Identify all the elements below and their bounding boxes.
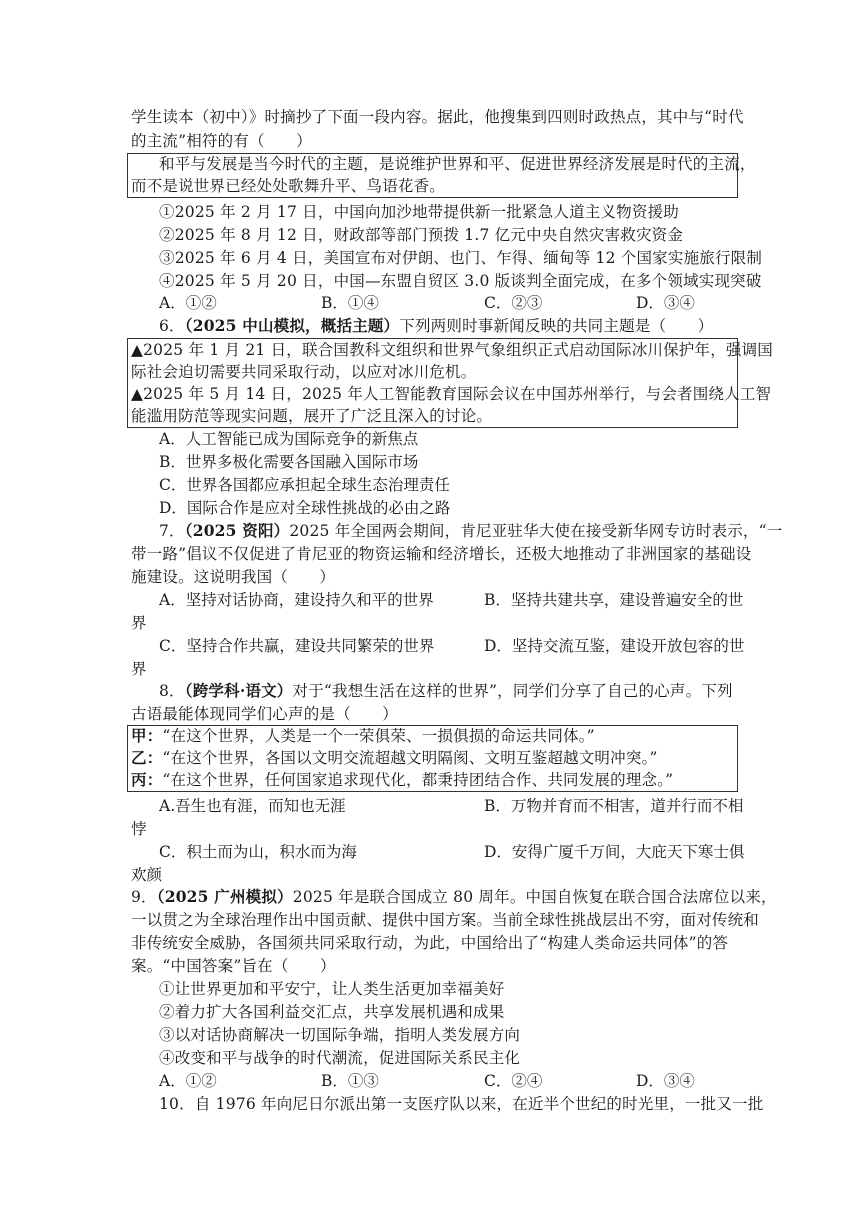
- q9-item-3: ③以对话协商解决一切国际争端，指明人类发展方向: [159, 1026, 521, 1044]
- q6-option-b[interactable]: B．世界多极化需要各国融入国际市场: [159, 453, 419, 471]
- q9-source-tag: （2025 广州模拟）: [156, 887, 293, 906]
- q7-stem-line3: 施建设。这说明我国（ ）: [131, 568, 336, 586]
- q8-option-c[interactable]: C．积土而为山，积水而为海: [159, 843, 357, 861]
- q8-quote-bing: [131, 769, 673, 791]
- q8-quote-jia: [131, 725, 595, 747]
- q7-number: 7．: [159, 522, 185, 540]
- q8-source-tag: （跨学科·语文）: [184, 681, 293, 700]
- q9-stem-line2: 一以贯之为全球治理作出中国贡献、提供中国方案。当前全球性挑战层出不穷，面对传统和: [131, 911, 760, 929]
- q9-stem-line3: 非传统安全威胁，各国须共同采取行动，为此，中国给出了“构建人类命运共同体”的答: [131, 934, 729, 952]
- q8-option-b-line2: 悖: [131, 820, 147, 838]
- q5-quote-line2: 而不是说世界已经处处歌舞升平、鸟语花香。: [131, 177, 446, 195]
- q6-news2-line1: ▲2025 年 5 月 14 日，2025 年人工智能教育国际会议在中国苏州举行，与会者围绕人工智: [131, 385, 772, 403]
- q8-quote-yi: [131, 747, 658, 769]
- q7-stem-text: 2025 年全国两会期间，肯尼亚驻华大使在接受新华网专访时表示，“一: [289, 522, 783, 540]
- q8-option-b-line1[interactable]: B．万物并育而不相害，道并行而不相: [484, 797, 744, 815]
- q5-option-b[interactable]: B．①④: [321, 294, 379, 312]
- q7-stem-line1: [159, 520, 782, 542]
- q8-jia-label: 甲：: [131, 726, 163, 745]
- q6-option-a[interactable]: A．人工智能已成为国际竞争的新焦点: [159, 430, 419, 448]
- q8-stem-text: 对于“我想生活在这样的世界”，同学们分享了自己的心声。下列: [292, 682, 733, 700]
- q8-yi-label: 乙：: [131, 748, 163, 767]
- q9-item-2: ②着力扩大各国利益交汇点，共享发展机遇和成果: [159, 1003, 505, 1021]
- q6-option-d[interactable]: D．国际合作是应对全球性挑战的必由之路: [159, 499, 451, 517]
- q8-bing-label: 丙：: [131, 770, 163, 789]
- q8-number: 8．: [159, 682, 185, 700]
- q8-jia-text: “在这个世界，人类是一个一荣俱荣、一损俱损的命运共同体。”: [162, 727, 595, 745]
- q8-option-d-line2: 欢颜: [131, 866, 163, 884]
- q10-stem-line1: 10．自 1976 年向尼日尔派出第一支医疗队以来，在近半个世纪的时光里，一批又一批: [159, 1095, 764, 1113]
- q9-option-a[interactable]: A．①②: [159, 1072, 217, 1090]
- q7-option-c[interactable]: C．坚持合作共赢，建设共同繁荣的世界: [159, 637, 435, 655]
- q6-number: 6．: [159, 317, 185, 335]
- q9-option-d[interactable]: D．③④: [636, 1072, 695, 1090]
- q5-item-4: ④2025 年 5 月 20 日，中国—东盟自贸区 3.0 版谈判全面完成，在多个领域实现突破: [159, 272, 762, 290]
- q6-news1-line2: 际社会迫切需要共同采取行动，以应对冰川危机。: [131, 363, 477, 381]
- q8-stem-line1: [159, 680, 733, 702]
- q5-option-d[interactable]: D．③④: [636, 294, 695, 312]
- q5-item-2: ②2025 年 8 月 12 日，财政部等部门预拨 1.7 亿元中央自然灾害救灾资金: [159, 226, 684, 244]
- q5-stem-line2: 的主流”相符的有（ ）: [131, 132, 312, 150]
- q7-option-b-line2: 界: [131, 614, 147, 632]
- q5-quote-line1: 和平与发展是当今时代的主题，是说维护世界和平、促进世界经济发展是时代的主流，: [159, 155, 756, 173]
- q8-yi-text: “在这个世界，各国以文明交流超越文明隔阂、文明互鉴超越文明冲突。”: [162, 749, 658, 767]
- q9-item-4: ④改变和平与战争的时代潮流，促进国际关系民主化: [159, 1049, 521, 1067]
- q8-stem-line2: 古语最能体现同学们心声的是（ ）: [131, 705, 398, 723]
- q6-news1-line1: ▲2025 年 1 月 21 日，联合国教科文组织和世界气象组织正式启动国际冰川保护年，强调国: [131, 341, 773, 359]
- q5-option-c[interactable]: C．②③: [484, 294, 543, 312]
- q7-source-tag: （2025 资阳）: [184, 521, 290, 540]
- q8-option-d-line1[interactable]: D．安得广厦千万间，大庇天下寒士俱: [484, 843, 745, 861]
- q7-option-d-line2: 界: [131, 660, 147, 678]
- q7-option-a[interactable]: A．坚持对话协商，建设持久和平的世界: [159, 591, 434, 609]
- q5-item-1: ①2025 年 2 月 17 日，中国向加沙地带提供新一批紧急人道主义物资援助: [159, 203, 679, 221]
- q9-item-1: ①让世界更加和平安宁，让人类生活更加幸福美好: [159, 980, 505, 998]
- q8-option-a[interactable]: A.吾生也有涯，而知也无涯: [159, 797, 346, 815]
- q9-stem-line1: [131, 886, 777, 908]
- q9-option-c[interactable]: C．②④: [484, 1072, 543, 1090]
- q6-stem-text: 下列两则时事新闻反映的共同主题是（ ）: [399, 317, 714, 335]
- q7-stem-line2: 带一路”倡议不仅促进了肯尼亚的物资运输和经济增长，还极大地推动了非洲国家的基础设: [131, 545, 752, 563]
- q9-option-b[interactable]: B．①③: [321, 1072, 379, 1090]
- q6-news2-line2: 能滥用防范等现实问题，展开了广泛且深入的讨论。: [131, 407, 493, 425]
- q9-stem-line4: 案。“中国答案”旨在（ ）: [131, 957, 336, 975]
- q5-stem-line1: 学生读本（初中）》时摘抄了下面一段内容。据此，他搜集到四则时政热点，其中与“时代: [131, 108, 744, 126]
- q9-number: 9．: [131, 888, 157, 906]
- q6-stem: [159, 315, 713, 337]
- q7-option-d-line1[interactable]: D．坚持交流互鉴，建设开放包容的世: [484, 637, 745, 655]
- q5-option-a[interactable]: A．①②: [159, 294, 217, 312]
- q6-option-c[interactable]: C．世界各国都应承担起全球生态治理责任: [159, 476, 450, 494]
- q5-item-3: ③2025 年 6 月 4 日，美国宣布对伊朗、也门、乍得、缅甸等 12 个国家实施旅行限制: [159, 249, 763, 267]
- q8-bing-text: “在这个世界，任何国家追求现代化，都秉持团结合作、共同发展的理念。”: [162, 771, 674, 789]
- q9-stem-text: 2025 年是联合国成立 80 周年。中国自恢复在联合国合法席位以来，: [292, 888, 777, 906]
- q7-option-b-line1[interactable]: B．坚持共建共享，建设普遍安全的世: [484, 591, 744, 609]
- q6-source-tag: （2025 中山模拟，概括主题）: [184, 316, 400, 335]
